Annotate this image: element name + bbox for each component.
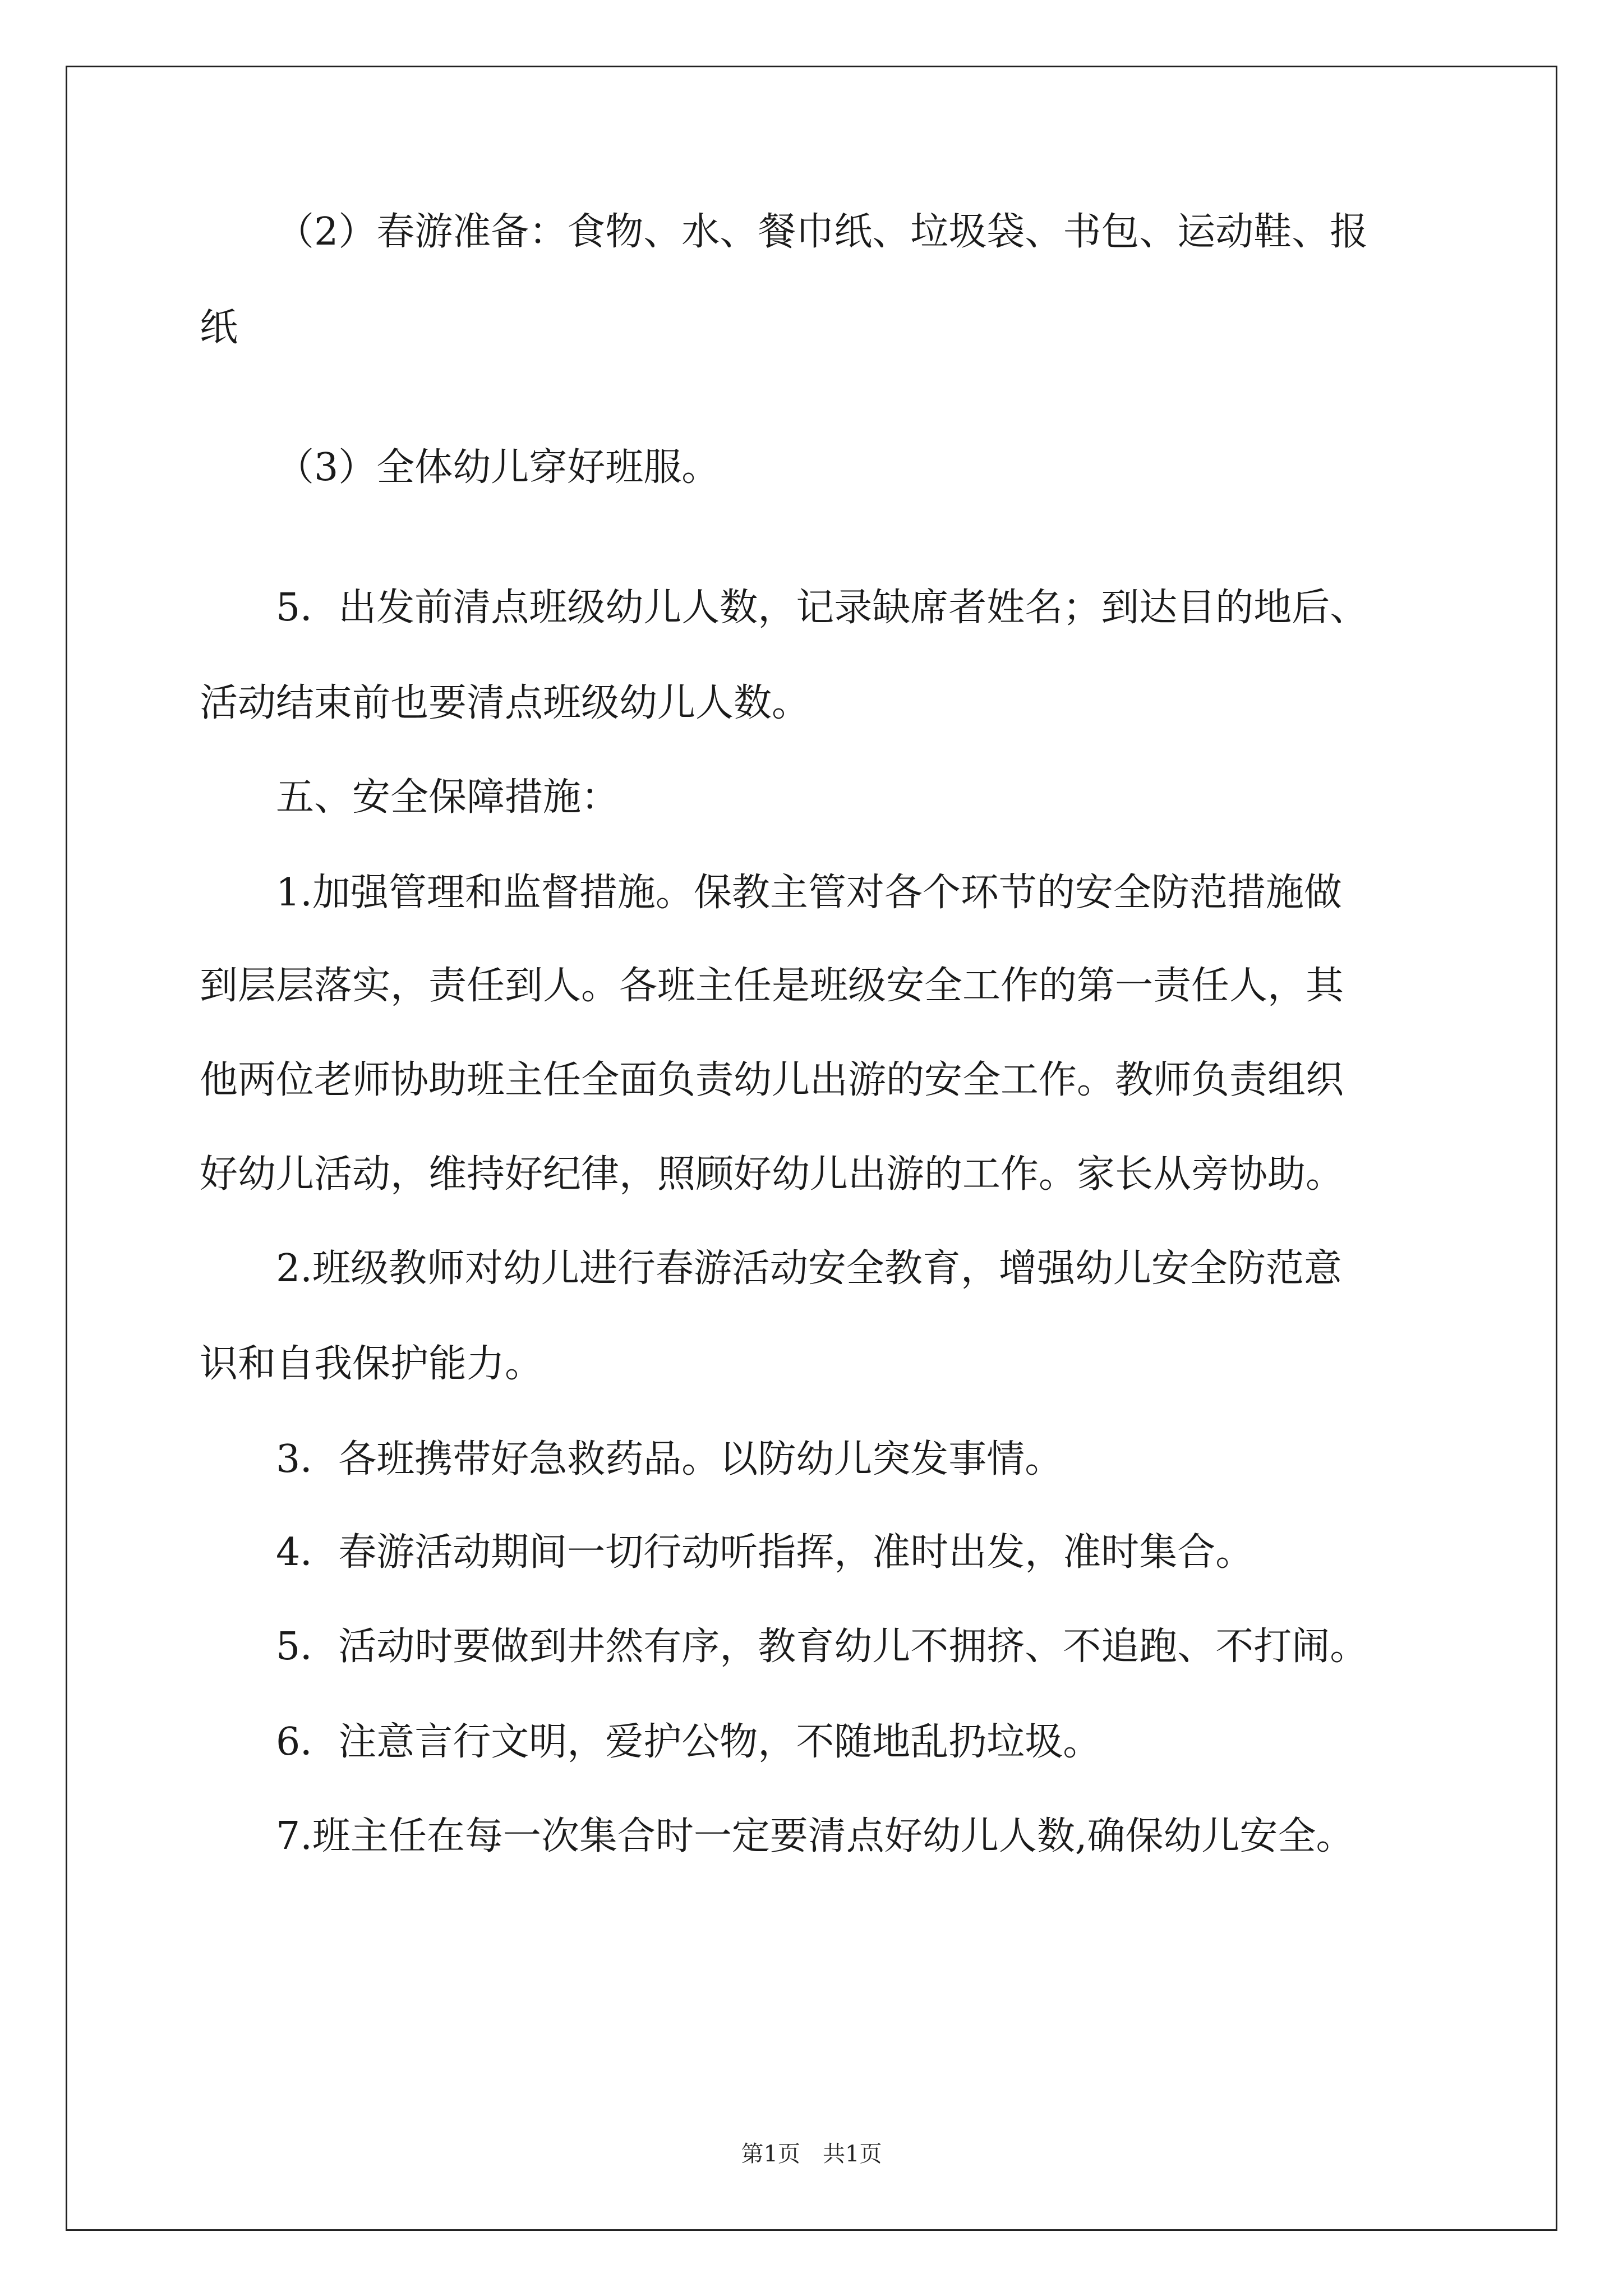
paragraph-line: 到层层落实，责任到人。各班主任是班级安全工作的第一责任人，其 — [200, 964, 1344, 1008]
paragraph-line: 活动结束前也要清点班级幼儿人数。 — [200, 681, 810, 725]
paragraph-line: （2）春游准备：食物、水、餐巾纸、垃圾袋、书包、运动鞋、报 — [276, 210, 1368, 254]
paragraph-line: 他两位老师协助班主任全面负责幼儿出游的安全工作。教师负责组织 — [200, 1058, 1344, 1102]
paragraph-line: 识和自我保护能力。 — [200, 1342, 543, 1386]
page-border — [66, 66, 1557, 2231]
paragraph-line: 3．各班携带好急救药品。以防幼儿突发事情。 — [276, 1437, 1063, 1481]
paragraph-line: 好幼儿活动，维持好纪律，照顾好幼儿出游的工作。家长从旁协助。 — [200, 1152, 1344, 1197]
paragraph-line: 纸 — [200, 306, 238, 350]
paragraph-line: 7.班主任在每一次集合时一定要清点好幼儿人数,确保幼儿安全。 — [276, 1814, 1354, 1858]
paragraph-line: 5．出发前清点班级幼儿人数，记录缺席者姓名；到达目的地后、 — [276, 586, 1368, 630]
paragraph-line: 4．春游活动期间一切行动听指挥，准时出发，准时集合。 — [276, 1530, 1254, 1575]
paragraph-line: 6．注意言行文明，爱护公物，不随地乱扔垃圾。 — [276, 1720, 1101, 1764]
paragraph-line: （3）全体幼儿穿好班服。 — [276, 445, 720, 490]
page-footer: 第1页 共1页 — [741, 2141, 882, 2167]
paragraph-line: 1.加强管理和监督措施。保教主管对各个环节的安全防范措施做 — [276, 871, 1342, 915]
section-heading: 五、安全保障措施： — [276, 775, 620, 820]
paragraph-line: 5．活动时要做到井然有序，教育幼儿不拥挤、不追跑、不打闹。 — [276, 1625, 1368, 1669]
paragraph-line: 2.班级教师对幼儿进行春游活动安全教育，增强幼儿安全防范意 — [276, 1246, 1342, 1291]
